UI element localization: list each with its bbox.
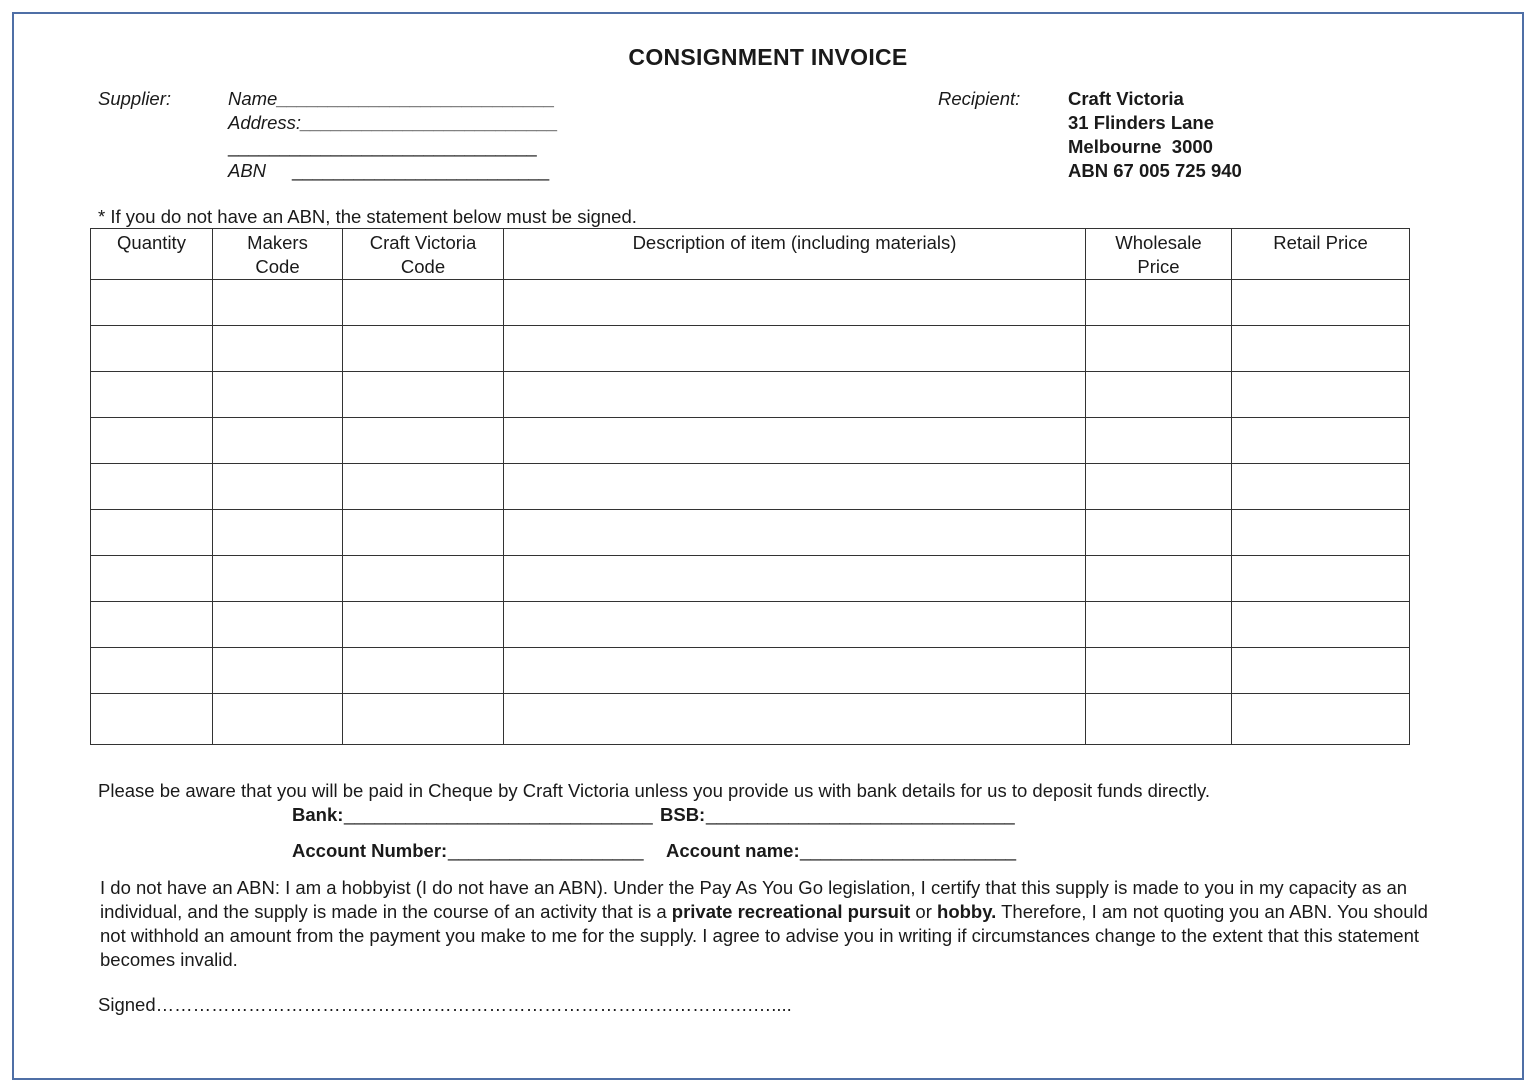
cell-makers-code[interactable] (213, 372, 343, 418)
cell-description[interactable] (504, 556, 1086, 602)
table-row (91, 418, 1410, 464)
cell-quantity[interactable] (91, 280, 213, 326)
account-number-label: Account Number: (292, 840, 448, 861)
bank-field[interactable]: ______________________________ (344, 804, 653, 825)
cell-wholesale-price[interactable] (1086, 280, 1232, 326)
cell-quantity[interactable] (91, 418, 213, 464)
cell-quantity[interactable] (91, 510, 213, 556)
supplier-address-field[interactable]: Address:_________________________ (228, 112, 559, 133)
cell-craft-victoria-code[interactable] (343, 556, 504, 602)
cell-makers-code[interactable] (213, 464, 343, 510)
cell-quantity[interactable] (91, 556, 213, 602)
cell-quantity[interactable] (91, 602, 213, 648)
cell-wholesale-price[interactable] (1086, 418, 1232, 464)
recipient-abn: ABN 67 005 725 940 (1068, 160, 1242, 181)
bsb-field[interactable]: ______________________________ (706, 804, 1015, 825)
statement-text-3: Therefore, I am not quoting you an ABN. You should not withhold an amount from the payment you make to me for the supply. I agree to advise you in writing if circumstances change to the extent that this statement becomes invalid. (100, 901, 1428, 970)
statement-text-2: or (910, 901, 938, 922)
cell-craft-victoria-code[interactable] (343, 326, 504, 372)
cell-makers-code[interactable] (213, 280, 343, 326)
supplier-name-field[interactable]: Name___________________________ (228, 88, 556, 109)
cell-description[interactable] (504, 510, 1086, 556)
cell-description[interactable] (504, 418, 1086, 464)
cell-wholesale-price[interactable] (1086, 556, 1232, 602)
cell-description[interactable] (504, 326, 1086, 372)
cell-craft-victoria-code[interactable] (343, 694, 504, 745)
cell-retail-price[interactable] (1232, 602, 1410, 648)
cell-retail-price[interactable] (1232, 464, 1410, 510)
cell-retail-price[interactable] (1232, 418, 1410, 464)
cell-craft-victoria-code[interactable] (343, 648, 504, 694)
column-header-retail-price: Retail Price (1232, 229, 1410, 280)
payment-note: Please be aware that you will be paid in Cheque by Craft Victoria unless you provide us with bank details for us to deposit funds directly. (98, 780, 1210, 801)
table-header-row (91, 229, 1410, 280)
account-number-field[interactable]: ___________________ (448, 840, 644, 861)
cell-wholesale-price[interactable] (1086, 694, 1232, 745)
cell-retail-price[interactable] (1232, 326, 1410, 372)
account-name-field[interactable]: _____________________ (800, 840, 1017, 861)
cell-description[interactable] (504, 648, 1086, 694)
cell-retail-price[interactable] (1232, 372, 1410, 418)
hobbyist-statement (100, 876, 1430, 972)
supplier-label: Supplier: (98, 88, 172, 109)
recipient-label: Recipient: (938, 88, 1021, 109)
cell-craft-victoria-code[interactable] (343, 418, 504, 464)
recipient-city: Melbourne 3000 (1068, 136, 1213, 157)
cell-makers-code[interactable] (213, 418, 343, 464)
cell-wholesale-price[interactable] (1086, 602, 1232, 648)
cell-wholesale-price[interactable] (1086, 648, 1232, 694)
recipient-street: 31 Flinders Lane (1068, 112, 1214, 133)
items-table (90, 228, 1410, 745)
cell-quantity[interactable] (91, 372, 213, 418)
cell-quantity[interactable] (91, 694, 213, 745)
table-row (91, 280, 1410, 326)
column-header-description: Description of item (including materials) (504, 229, 1086, 280)
cell-retail-price[interactable] (1232, 280, 1410, 326)
cell-makers-code[interactable] (213, 648, 343, 694)
supplier-abn-field[interactable]: _________________________ (292, 160, 550, 181)
column-header-wholesale-price: Wholesale Price (1086, 229, 1232, 280)
cell-wholesale-price[interactable] (1086, 372, 1232, 418)
supplier-address-line-2[interactable]: ______________________________ (228, 136, 537, 157)
table-row (91, 556, 1410, 602)
bank-label: Bank: (292, 804, 344, 825)
cell-makers-code[interactable] (213, 602, 343, 648)
table-row (91, 694, 1410, 745)
abn-note: * If you do not have an ABN, the statement below must be signed. (98, 206, 637, 227)
cell-description[interactable] (504, 280, 1086, 326)
cell-retail-price[interactable] (1232, 510, 1410, 556)
invoice-title: CONSIGNMENT INVOICE (628, 44, 908, 70)
table-row (91, 648, 1410, 694)
table-row (91, 510, 1410, 556)
cell-makers-code[interactable] (213, 510, 343, 556)
table-row (91, 372, 1410, 418)
cell-description[interactable] (504, 694, 1086, 745)
cell-retail-price[interactable] (1232, 556, 1410, 602)
statement-text-1: I do not have an ABN: I am a hobbyist (I do not have an ABN). Under the Pay As You Go legislation, I certify that this supply is made to you in my capacity as an individual, and the supply is made in the course of an activity that is a (100, 877, 1408, 922)
cell-craft-victoria-code[interactable] (343, 372, 504, 418)
cell-description[interactable] (504, 602, 1086, 648)
cell-retail-price[interactable] (1232, 694, 1410, 745)
cell-makers-code[interactable] (213, 326, 343, 372)
table-row (91, 602, 1410, 648)
cell-craft-victoria-code[interactable] (343, 602, 504, 648)
column-header-quantity: Quantity (91, 229, 213, 280)
cell-wholesale-price[interactable] (1086, 510, 1232, 556)
invoice-page (12, 12, 1524, 1080)
cell-quantity[interactable] (91, 326, 213, 372)
bsb-label: BSB: (660, 804, 706, 825)
table-row (91, 326, 1410, 372)
cell-wholesale-price[interactable] (1086, 326, 1232, 372)
cell-makers-code[interactable] (213, 694, 343, 745)
cell-makers-code[interactable] (213, 556, 343, 602)
supplier-abn-label: ABN (228, 160, 267, 181)
cell-craft-victoria-code[interactable] (343, 464, 504, 510)
statement-bold-1: private recreational pursuit (671, 901, 911, 922)
cell-craft-victoria-code[interactable] (343, 510, 504, 556)
cell-quantity[interactable] (91, 648, 213, 694)
statement-bold-2: hobby. (937, 901, 997, 922)
cell-quantity[interactable] (91, 464, 213, 510)
column-header-makers-code: Makers Code (213, 229, 343, 280)
cell-description[interactable] (504, 464, 1086, 510)
column-header-craft-victoria-code: Craft Victoria Code (343, 229, 504, 280)
cell-craft-victoria-code[interactable] (343, 280, 504, 326)
cell-wholesale-price[interactable] (1086, 464, 1232, 510)
table-row (91, 464, 1410, 510)
signature-field[interactable]: Signed…………………………………………………………………………………….….... (98, 994, 792, 1015)
recipient-name: Craft Victoria (1068, 88, 1184, 109)
account-name-label: Account name: (666, 840, 800, 861)
cell-retail-price[interactable] (1232, 648, 1410, 694)
cell-description[interactable] (504, 372, 1086, 418)
